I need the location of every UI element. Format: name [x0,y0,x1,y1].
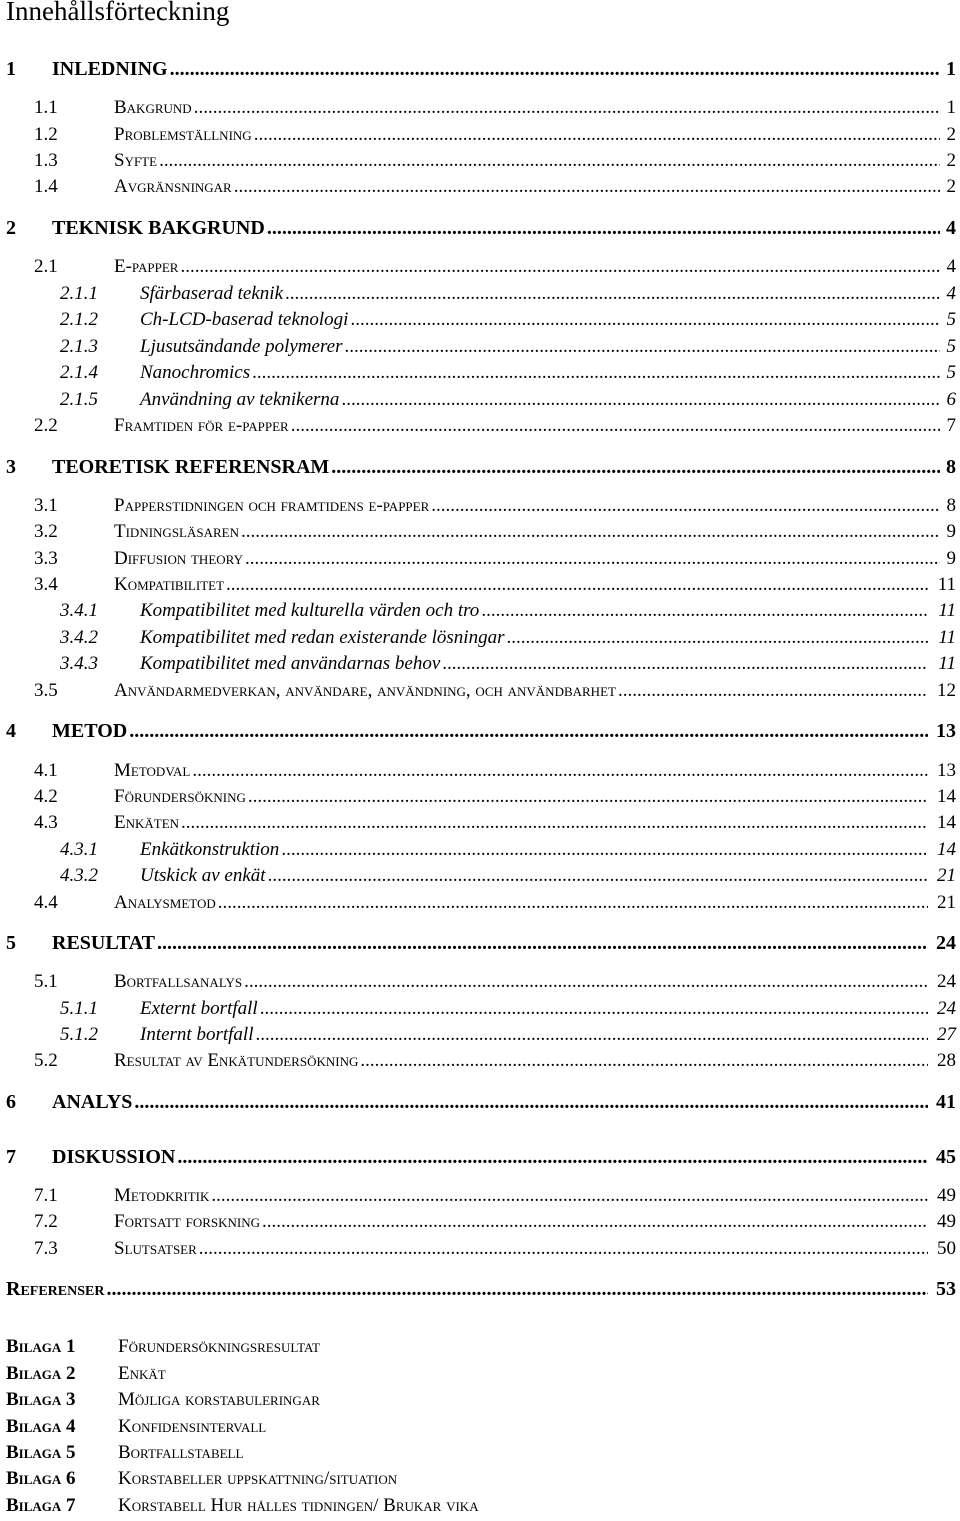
toc-entry[interactable] [0,309,960,337]
toc-entry[interactable] [0,1050,960,1078]
toc-entry-number: 3 [6,456,16,478]
appendix-label: Bilaga 5 [6,1442,76,1463]
toc-entry-title: Nanochromics [140,362,251,383]
toc-entry-page: 50 [937,1238,956,1259]
toc-entry-title: Slutsatser [114,1238,197,1259]
toc-entry-number: 2.1.3 [60,336,98,357]
dot-leader [134,1091,928,1114]
toc-entry-page: 1 [946,97,956,118]
toc-entry[interactable] [0,1146,960,1174]
toc-entry[interactable] [0,839,960,867]
toc-entry-page: 21 [937,865,956,886]
toc-entry-title: Papperstidningen och framtidens e-papper [114,495,430,516]
toc-entry[interactable] [0,653,960,681]
toc-entry-title: Metodval [114,760,191,781]
toc-entry[interactable] [0,97,960,125]
page-title: Innehållsförteckning [6,0,230,26]
toc-entry-title: METOD [52,720,128,742]
toc-entry-page: 13 [936,720,956,742]
toc-entry[interactable] [0,456,960,484]
toc-entry[interactable] [0,336,960,364]
toc-entry-page: 11 [938,627,956,648]
toc-entry-page: 9 [946,521,956,542]
toc-entry[interactable] [0,495,960,523]
toc-entry-number: 7.2 [34,1211,58,1232]
dot-leader [255,1024,928,1046]
toc-entry[interactable] [0,786,960,814]
toc-entry-page: 14 [937,812,956,833]
dot-leader [262,1211,928,1233]
dot-leader [260,998,928,1020]
toc-entry-number: 2.1.2 [60,309,98,330]
toc-entry-title: Sfärbaserad teknik [140,283,284,304]
toc-entry[interactable] [0,760,960,788]
toc-entry[interactable] [0,627,960,655]
toc-entry-title: Kompatibilitet med användarnas behov [140,653,441,674]
toc-entry-number: 4.3.2 [60,865,98,886]
dot-leader [331,456,940,479]
toc-entry[interactable] [0,521,960,549]
toc-entry-title: Utskick av enkät [140,865,266,886]
toc-entry-page: 12 [937,680,956,701]
toc-entry[interactable] [0,720,960,748]
toc-entry-title: INLEDNING [52,58,168,80]
toc-entry[interactable] [0,812,960,840]
appendix-label: Bilaga 7 [6,1495,76,1516]
toc-entry-title: Kompatibilitet med kulturella värden och tro [140,600,480,621]
toc-entry-title: Syfte [114,150,158,171]
dot-leader [129,720,928,743]
appendix-title: Enkät [118,1363,166,1384]
toc-entry-title: Kompatibilitet med redan existerande lösningar [140,627,505,648]
dot-leader [268,865,928,887]
toc-entry-number: 3.3 [34,548,58,569]
toc-entry[interactable] [0,1091,960,1119]
toc-entry-number: 1.2 [34,124,58,145]
toc-entry-title: Diffusion theory [114,548,243,569]
toc-entry-number: 2.1 [34,256,58,277]
dot-leader [244,971,928,993]
toc-entry[interactable] [0,389,960,417]
toc-entry-page: 24 [937,971,956,992]
toc-entry-page: 14 [937,839,956,860]
toc-entry-page: 28 [937,1050,956,1071]
toc-entry[interactable] [0,892,960,920]
appendix-label: Bilaga 4 [6,1416,76,1437]
toc-entry-number: 5.2 [34,1050,58,1071]
toc-entry-number: 5 [6,932,16,954]
toc-entry-number: 7 [6,1146,16,1168]
toc-entry-number: 2.1.1 [60,283,98,304]
toc-entry-page: 11 [938,600,956,621]
toc-entry[interactable] [0,600,960,628]
dot-leader [281,839,928,861]
dot-leader [106,1278,928,1301]
toc-entry-title: Enkätkonstruktion [140,839,280,860]
dot-leader [344,336,940,358]
toc-entry-number: 2 [6,217,16,239]
toc-entry-number: 1.4 [34,176,58,197]
toc-entry-title: RESULTAT [52,932,156,954]
dot-leader [234,176,940,198]
toc-entry-page: 2 [946,176,956,197]
toc-entry-title: Användning av teknikerna [140,389,340,410]
toc-entry-number: 6 [6,1091,16,1113]
toc-entry-page: 27 [937,1024,956,1045]
toc-entry-number: 4.3 [34,812,58,833]
toc-entry-page: 2 [946,150,956,171]
dot-leader [341,389,940,411]
dot-leader [254,124,940,146]
toc-entry-title: TEORETISK REFERENSRAM [52,456,330,478]
toc-entry-page: 14 [937,786,956,807]
dot-leader [180,256,940,278]
toc-entry[interactable] [0,971,960,999]
toc-entry-title: Externt bortfall [140,998,258,1019]
appendix-item[interactable] [6,1468,906,1494]
toc-entry[interactable] [0,415,960,443]
toc-entry-page: 21 [937,892,956,913]
toc-entry[interactable] [0,548,960,576]
dot-leader [177,1146,928,1169]
appendix-label: Bilaga 3 [6,1389,76,1410]
dot-leader [157,932,928,955]
dot-leader [241,521,940,543]
dot-leader [442,653,928,675]
dot-leader [618,680,928,702]
toc-entry-number: 2.1.4 [60,362,98,383]
toc-entry-number: 5.1.1 [60,998,98,1019]
appendix-item[interactable] [6,1336,906,1362]
toc-entry-number: 7.1 [34,1185,58,1206]
toc-entry-number: 5.1.2 [60,1024,98,1045]
toc-entry-title: Internt bortfall [140,1024,254,1045]
toc-entry-title: Framtiden för e-papper [114,415,289,436]
toc-entry-number: 5.1 [34,971,58,992]
toc-entry[interactable] [0,124,960,152]
appendix-title: Konfidensintervall [118,1416,267,1437]
toc-entry-title: Ch-LCD-baserad teknologi [140,309,349,330]
toc-entry[interactable] [0,1238,960,1266]
toc-entry-page: 45 [936,1146,956,1168]
toc-entry-page: 41 [936,1091,956,1113]
toc-entry[interactable] [0,58,960,86]
toc-entry-page: 53 [936,1278,956,1300]
toc-entry[interactable] [0,256,960,284]
toc-entry-page: 49 [937,1211,956,1232]
dot-leader [252,362,940,384]
toc-entry-title: Förundersökning [114,786,246,807]
toc-entry-number: 1.1 [34,97,58,118]
appendix-label: Bilaga 6 [6,1468,76,1489]
appendix-title: Bortfallstabell [118,1442,244,1463]
toc-entry-title: Ljusutsändande polymerer [140,336,343,357]
toc-entry-number: 3.2 [34,521,58,542]
toc-entry[interactable] [0,362,960,390]
appendix-item[interactable] [6,1495,906,1521]
dot-leader [248,786,928,808]
toc-entry-title: Användarmedverkan, användare, användning, och användbarhet [114,680,616,701]
toc-entry-title: DISKUSSION [52,1146,176,1168]
toc-entry-page: 4 [946,217,956,239]
toc-entry-page: 24 [937,998,956,1019]
toc-entry-title: Avgränsningar [114,176,232,197]
dot-leader [291,415,940,437]
toc-entry-page: 7 [946,415,956,436]
toc-entry-number: 3.4.2 [60,627,98,648]
toc-entry[interactable] [0,932,960,960]
dot-leader [226,574,928,596]
toc-entry-title: Metodkritik [114,1185,210,1206]
toc-entry[interactable] [0,150,960,178]
toc-entry-page: 8 [946,495,956,516]
toc-entry[interactable] [0,1278,960,1306]
appendix-item[interactable] [6,1363,906,1389]
dot-leader [194,97,940,119]
toc-entry[interactable] [0,865,960,893]
dot-leader [506,627,928,649]
toc-entry-page: 5 [946,336,956,357]
dot-leader [181,812,928,834]
toc-entry-title: Problemställning [114,124,252,145]
dot-leader [360,1050,928,1072]
toc-entry-page: 11 [937,574,956,595]
toc-entry-title: Bakgrund [114,97,192,118]
toc-entry-number: 7.3 [34,1238,58,1259]
toc-entry-number: 4 [6,720,16,742]
toc-entry-title: Analysmetod [114,892,216,913]
appendix-item[interactable] [6,1416,906,1442]
dot-leader [211,1185,928,1207]
toc-entry-number: 3.4.3 [60,653,98,674]
toc-entry-title: E-papper [114,256,179,277]
appendix-label: Bilaga 2 [6,1363,76,1384]
toc-entry-number: 4.2 [34,786,58,807]
appendix-title: Korstabeller uppskattning/situation [118,1468,398,1489]
toc-entry[interactable] [0,283,960,311]
toc-entry-number: 3.4 [34,574,58,595]
dot-leader [285,283,940,305]
toc-entry-number: 3.1 [34,495,58,516]
toc-entry-page: 24 [936,932,956,954]
toc-entry-number: 4.4 [34,892,58,913]
toc-entry[interactable] [0,1185,960,1213]
toc-entry-number: 1 [6,58,16,80]
toc-entry-title: Bortfallsanalys [114,971,243,992]
toc-entry-title: TEKNISK BAKGRUND [52,217,265,239]
dot-leader [431,495,940,517]
appendix-label: Bilaga 1 [6,1336,76,1357]
toc-entry-page: 1 [946,58,956,80]
toc-entry-page: 11 [938,653,956,674]
dot-leader [481,600,928,622]
toc-entry[interactable] [0,680,960,708]
appendix-title: Förundersökningsresultat [118,1336,320,1357]
toc-entry-title: Kompatibilitet [114,574,225,595]
toc-entry-title: Resultat av Enkätundersökning [114,1050,359,1071]
toc-entry[interactable] [0,1024,960,1052]
toc-entry-page: 8 [946,456,956,478]
appendix-item[interactable] [6,1389,906,1415]
toc-entry-page: 9 [946,548,956,569]
toc-entry-number: 3.5 [34,680,58,701]
toc-entry-title: Enkäten [114,812,180,833]
toc-entry-number: 3.4.1 [60,600,98,621]
dot-leader [245,548,940,570]
toc-entry-page: 5 [946,309,956,330]
toc-entry-page: 4 [946,283,956,304]
toc-entry[interactable] [0,217,960,245]
appendix-item[interactable] [6,1442,906,1468]
appendix-title: Korstabell Hur hålles tidningen/ Brukar vika [118,1495,479,1516]
toc-entry-number: 2.2 [34,415,58,436]
toc-entry-number: 4.3.1 [60,839,98,860]
appendix-title: Möjliga korstabuleringar [118,1389,320,1410]
toc-entry[interactable] [0,574,960,602]
toc-entry-number: 4.1 [34,760,58,781]
toc-entry[interactable] [0,176,960,204]
toc-entry-page: 4 [946,256,956,277]
dot-leader [350,309,940,331]
dot-leader [159,150,940,172]
toc-entry-page: 6 [946,389,956,410]
toc-entry-page: 5 [946,362,956,383]
dot-leader [170,58,940,81]
toc-entry[interactable] [0,1211,960,1239]
dot-leader [267,217,940,240]
dot-leader [192,760,928,782]
toc-entry-page: 49 [937,1185,956,1206]
toc-entry-page: 2 [946,124,956,145]
toc-entry-number: 2.1.5 [60,389,98,410]
dot-leader [218,892,928,914]
toc-entry-title: ANALYS [52,1091,133,1113]
toc-entry-title: Tidningsläsaren [114,521,239,542]
toc-entry-page: 13 [937,760,956,781]
dot-leader [199,1238,928,1260]
toc-entry-title: Fortsatt forskning [114,1211,260,1232]
toc-entry-number: 1.3 [34,150,58,171]
toc-entry[interactable] [0,998,960,1026]
toc-entry-title: Referenser [6,1278,105,1300]
